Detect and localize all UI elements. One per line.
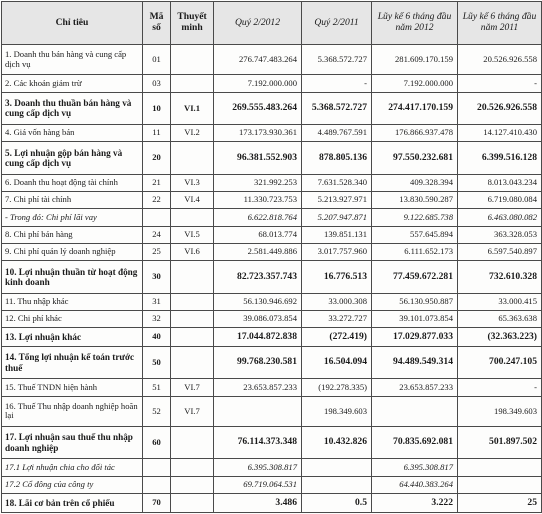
row-note (171, 310, 214, 327)
row-ytd-2012: 9.122.685.738 (372, 209, 458, 226)
row-code: 31 (143, 293, 171, 310)
row-q2-2012: 39.086.073.854 (214, 310, 302, 327)
row-note (171, 328, 214, 347)
row-q2-2012: 17.044.872.838 (214, 328, 302, 347)
table-row (2, 261, 542, 293)
row-ytd-2011: 6.597.540.897 (458, 243, 542, 260)
row-q2-2011: 3.017.757.960 (302, 243, 372, 260)
table-row (2, 174, 542, 191)
row-ytd-2011: 8.013.043.234 (458, 174, 542, 191)
table-body (2, 45, 542, 513)
row-code: 10 (143, 92, 171, 124)
row-ytd-2012: 77.459.672.281 (372, 261, 458, 293)
row-ytd-2012: 176.866.937.478 (372, 125, 458, 142)
row-q2-2011: 16.504.094 (302, 346, 372, 378)
row-label: 6. Doanh thu hoạt động tài chính (2, 174, 143, 191)
row-ytd-2012: 13.830.590.287 (372, 192, 458, 209)
row-q2-2012: 2.581.449.886 (214, 243, 302, 260)
row-q2-2011: 16.776.513 (302, 261, 372, 293)
row-note: VI.1 (171, 92, 214, 124)
row-ytd-2011: - (458, 75, 542, 92)
row-label: 14. Tổng lợi nhuận kế toán trước thuế (2, 346, 143, 378)
row-q2-2011: 5.368.572.727 (302, 92, 372, 124)
row-code: 51 (143, 379, 171, 396)
row-ytd-2012: 557.645.894 (372, 226, 458, 243)
row-ytd-2012: 6.111.652.173 (372, 243, 458, 260)
row-q2-2012: 99.768.230.581 (214, 346, 302, 378)
row-ytd-2012: 7.192.000.000 (372, 75, 458, 92)
row-q2-2011: (272.419) (302, 328, 372, 347)
header-ma-so: Mã số (143, 2, 171, 45)
row-ytd-2012: 97.550.232.681 (372, 142, 458, 174)
table-row (2, 346, 542, 378)
row-q2-2011: 0.5 (302, 493, 372, 512)
table-row (2, 142, 542, 174)
row-note (171, 476, 214, 493)
row-q2-2011: 198.349.603 (302, 396, 372, 426)
row-code: 50 (143, 346, 171, 378)
row-label: 7. Chi phí tài chính (2, 192, 143, 209)
row-label: 4. Giá vốn hàng bán (2, 125, 143, 142)
row-note (171, 493, 214, 512)
row-q2-2011: 33.272.727 (302, 310, 372, 327)
row-code (143, 459, 171, 476)
row-ytd-2012: 409.328.394 (372, 174, 458, 191)
row-ytd-2011: 501.897.502 (458, 427, 542, 459)
header-thuyet-minh: Thuyết minh (171, 2, 214, 45)
row-label: 17.2 Cổ đông của công ty (2, 476, 143, 493)
header-ytd-2012: Lũy kế 6 tháng đầu năm 2012 (372, 2, 458, 45)
row-q2-2012: 6.395.308.817 (214, 459, 302, 476)
table-row (2, 396, 542, 426)
row-note: VI.4 (171, 192, 214, 209)
row-q2-2011: 10.432.826 (302, 427, 372, 459)
row-label: 18. Lãi cơ bản trên cổ phiếu (2, 493, 143, 512)
table-row (2, 209, 542, 226)
row-ytd-2011: 25 (458, 493, 542, 512)
table-row (2, 328, 542, 347)
row-ytd-2012: 23.653.857.233 (372, 379, 458, 396)
row-label: 1. Doanh thu bán hàng và cung cấp dịch vụ (2, 45, 143, 75)
row-code (143, 476, 171, 493)
row-code: 22 (143, 192, 171, 209)
row-q2-2012: 6.622.818.764 (214, 209, 302, 226)
header-q2-2011: Quý 2/2011 (302, 2, 372, 45)
row-q2-2012: 321.992.253 (214, 174, 302, 191)
row-q2-2011: 5.207.947.871 (302, 209, 372, 226)
row-label: 3. Doanh thu thuần bán hàng và cung cấp dịch vụ (2, 92, 143, 124)
row-label: 11. Thu nhập khác (2, 293, 143, 310)
row-label: 8. Chi phí bán hàng (2, 226, 143, 243)
row-q2-2011 (302, 476, 372, 493)
row-note (171, 45, 214, 75)
row-ytd-2011: 20.526.926.558 (458, 92, 542, 124)
row-q2-2012: 173.173.930.361 (214, 125, 302, 142)
row-note: VI.7 (171, 379, 214, 396)
table-row (2, 476, 542, 493)
row-note: VI.2 (171, 125, 214, 142)
row-note (171, 261, 214, 293)
table-row (2, 45, 542, 75)
row-q2-2012: 68.013.774 (214, 226, 302, 243)
row-q2-2011 (302, 459, 372, 476)
row-code: 11 (143, 125, 171, 142)
row-ytd-2012: 64.440.383.264 (372, 476, 458, 493)
row-label: 12. Chi phí khác (2, 310, 143, 327)
row-q2-2012 (214, 396, 302, 426)
row-ytd-2011: 363.328.053 (458, 226, 542, 243)
row-q2-2011: - (302, 75, 372, 92)
table-header-row (2, 2, 542, 45)
row-label: - Trong đó: Chi phí lãi vay (2, 209, 143, 226)
row-code: 20 (143, 142, 171, 174)
row-code: 25 (143, 243, 171, 260)
row-ytd-2011: 6.399.516.128 (458, 142, 542, 174)
table-row (2, 310, 542, 327)
row-note (171, 293, 214, 310)
table-row (2, 427, 542, 459)
row-q2-2011: 33.000.308 (302, 293, 372, 310)
row-note: VI.7 (171, 396, 214, 426)
row-label: 13. Lợi nhuận khác (2, 328, 143, 347)
table-row (2, 243, 542, 260)
row-ytd-2011: 198.349.603 (458, 396, 542, 426)
row-ytd-2012: 281.609.170.159 (372, 45, 458, 75)
row-ytd-2012: 6.395.308.817 (372, 459, 458, 476)
row-ytd-2011: - (458, 379, 542, 396)
row-note (171, 346, 214, 378)
row-code (143, 209, 171, 226)
row-note: VI.5 (171, 226, 214, 243)
row-note (171, 142, 214, 174)
row-q2-2011: (192.278.335) (302, 379, 372, 396)
row-ytd-2011: (32.363.223) (458, 328, 542, 347)
row-label: 9. Chi phí quản lý doanh nghiệp (2, 243, 143, 260)
table-row (2, 459, 542, 476)
table-row (2, 493, 542, 512)
table-row (2, 226, 542, 243)
row-q2-2012: 276.747.483.264 (214, 45, 302, 75)
row-q2-2011: 878.805.136 (302, 142, 372, 174)
row-note (171, 459, 214, 476)
row-code: 52 (143, 396, 171, 426)
row-q2-2012: 96.381.552.903 (214, 142, 302, 174)
row-ytd-2012: 17.029.877.033 (372, 328, 458, 347)
row-code: 01 (143, 45, 171, 75)
row-label: 17. Lợi nhuận sau thuế thu nhập doanh nghiệp (2, 427, 143, 459)
row-label: 2. Các khoản giảm trừ (2, 75, 143, 92)
row-label: 15. Thuế TNDN hiện hành (2, 379, 143, 396)
row-q2-2012: 69.719.064.531 (214, 476, 302, 493)
row-note (171, 427, 214, 459)
row-label: 10. Lợi nhuận thuần từ hoạt động kinh doanh (2, 261, 143, 293)
row-label: 5. Lợi nhuận gộp bán hàng và cung cấp dịch vụ (2, 142, 143, 174)
row-ytd-2011: 65.363.638 (458, 310, 542, 327)
row-note (171, 209, 214, 226)
row-ytd-2011: 732.610.328 (458, 261, 542, 293)
table-row (2, 92, 542, 124)
row-code: 30 (143, 261, 171, 293)
row-q2-2012: 11.330.723.753 (214, 192, 302, 209)
row-label: 16. Thuế Thu nhập doanh nghiệp hoãn lại (2, 396, 143, 426)
table-row (2, 125, 542, 142)
header-ytd-2011: Lũy kế 6 tháng đầu năm 2011 (458, 2, 542, 45)
row-ytd-2011: 700.247.105 (458, 346, 542, 378)
row-ytd-2011 (458, 459, 542, 476)
row-q2-2012: 3.486 (214, 493, 302, 512)
row-code: 40 (143, 328, 171, 347)
row-note (171, 75, 214, 92)
table-row (2, 192, 542, 209)
row-code: 32 (143, 310, 171, 327)
row-code: 03 (143, 75, 171, 92)
row-q2-2012: 23.653.857.233 (214, 379, 302, 396)
row-ytd-2011: 14.127.410.430 (458, 125, 542, 142)
row-ytd-2011: 33.000.415 (458, 293, 542, 310)
row-ytd-2012: 39.101.073.854 (372, 310, 458, 327)
row-ytd-2011 (458, 476, 542, 493)
row-ytd-2012: 70.835.692.081 (372, 427, 458, 459)
row-note: VI.3 (171, 174, 214, 191)
row-ytd-2012: 94.489.549.314 (372, 346, 458, 378)
row-code: 24 (143, 226, 171, 243)
row-q2-2012: 269.555.483.264 (214, 92, 302, 124)
row-ytd-2012: 274.417.170.159 (372, 92, 458, 124)
row-q2-2012: 7.192.000.000 (214, 75, 302, 92)
row-note: VI.6 (171, 243, 214, 260)
row-q2-2011: 7.631.528.340 (302, 174, 372, 191)
row-ytd-2011: 20.526.926.558 (458, 45, 542, 75)
header-q2-2012: Quý 2/2012 (214, 2, 302, 45)
row-q2-2011: 139.851.131 (302, 226, 372, 243)
table-row (2, 75, 542, 92)
row-ytd-2012 (372, 396, 458, 426)
row-q2-2011: 4.489.767.591 (302, 125, 372, 142)
table-row (2, 379, 542, 396)
income-statement-table (1, 1, 542, 513)
row-ytd-2012: 56.130.950.887 (372, 293, 458, 310)
row-code: 21 (143, 174, 171, 191)
row-code: 70 (143, 493, 171, 512)
row-q2-2011: 5.213.927.971 (302, 192, 372, 209)
row-q2-2012: 76.114.373.348 (214, 427, 302, 459)
table-row (2, 293, 542, 310)
header-chi-tieu: Chỉ tiêu (2, 2, 143, 45)
row-code: 60 (143, 427, 171, 459)
row-q2-2012: 56.130.946.692 (214, 293, 302, 310)
row-ytd-2011: 6.463.080.082 (458, 209, 542, 226)
row-ytd-2011: 6.719.080.084 (458, 192, 542, 209)
row-label: 17.1 Lợi nhuận chia cho đối tác (2, 459, 143, 476)
row-ytd-2012: 3.222 (372, 493, 458, 512)
row-q2-2012: 82.723.357.743 (214, 261, 302, 293)
row-q2-2011: 5.368.572.727 (302, 45, 372, 75)
